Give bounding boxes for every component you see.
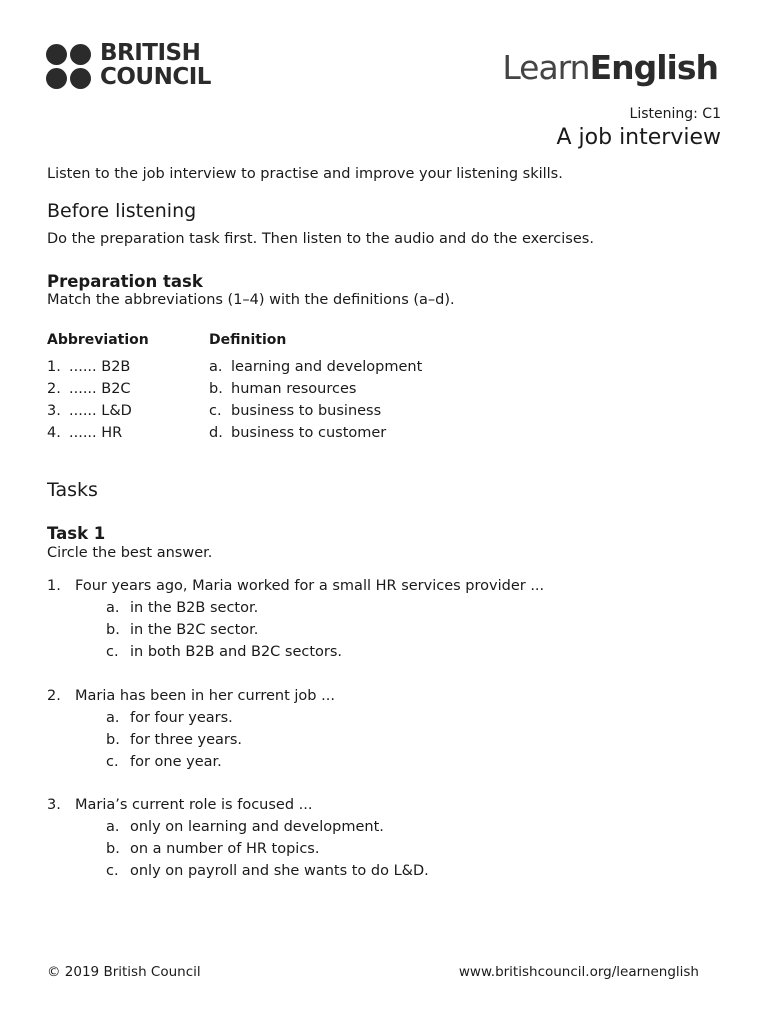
intro-text: Listen to the job interview to practise and improve your listening skills.: [47, 166, 563, 182]
abbreviation-item: 1. ...... B2B: [47, 359, 131, 375]
question-1-options: [106, 597, 342, 663]
answer-option[interactable]: c. for one year.: [106, 754, 222, 770]
definition-item: c. business to business: [209, 403, 382, 419]
question-1: 1. Four years ago, Maria worked for a small HR services provider ...: [47, 578, 545, 594]
british-council-logo-dots-icon: [46, 44, 94, 90]
definition-item: a. learning and development: [209, 359, 423, 375]
question-2-options: [106, 707, 242, 773]
task-1-heading: Task 1: [47, 524, 106, 543]
answer-option[interactable]: c. in both B2B and B2C sectors.: [106, 644, 343, 660]
question-3-options: [106, 816, 429, 882]
level-label: Listening: C1: [629, 106, 721, 122]
definition-column-header: Definition: [209, 332, 287, 348]
answer-option[interactable]: a. for four years.: [106, 710, 233, 726]
answer-option[interactable]: a. in the B2B sector.: [106, 600, 259, 616]
definition-list: [209, 356, 422, 444]
definition-item: d. business to customer: [209, 425, 387, 441]
abbreviation-item: 4. ...... HR: [47, 425, 123, 441]
answer-option[interactable]: b. for three years.: [106, 732, 243, 748]
answer-option[interactable]: b. in the B2C sector.: [106, 622, 259, 638]
page-title: A job interview: [556, 125, 721, 150]
logo-line-2: COUNCIL: [100, 64, 211, 90]
logo-english: English: [589, 48, 718, 87]
tasks-heading: Tasks: [47, 479, 98, 501]
before-listening-heading: Before listening: [47, 200, 197, 222]
abbreviation-item: 2. ...... B2C: [47, 381, 131, 397]
footer-url-link[interactable]: www.britishcouncil.org/learnenglish: [458, 964, 699, 980]
learnenglish-logo: [502, 48, 718, 88]
answer-option[interactable]: b. on a number of HR topics.: [106, 841, 320, 857]
abbreviation-list: [47, 356, 132, 444]
abbreviation-item: 3. ...... L&D: [47, 403, 132, 419]
before-listening-text: Do the preparation task first. Then listen to the audio and do the exercises.: [47, 231, 594, 247]
logo-line-1: BRITISH: [100, 40, 201, 66]
preparation-task-heading: Preparation task: [47, 272, 203, 291]
question-3: 3. Maria’s current role is focused ...: [47, 797, 313, 813]
british-council-logo: [100, 41, 211, 89]
abbreviation-column-header: Abbreviation: [47, 332, 149, 348]
definition-item: b. human resources: [209, 381, 357, 397]
task-1-instruction: Circle the best answer.: [47, 545, 213, 561]
question-2: 2. Maria has been in her current job ...: [47, 688, 335, 704]
preparation-task-instruction: Match the abbreviations (1–4) with the definitions (a–d).: [47, 292, 455, 308]
footer-copyright: © 2019 British Council: [47, 964, 201, 980]
logo-learn: Learn: [502, 48, 590, 87]
answer-option[interactable]: a. only on learning and development.: [106, 819, 384, 835]
answer-option[interactable]: c. only on payroll and she wants to do L&D.: [106, 863, 429, 879]
